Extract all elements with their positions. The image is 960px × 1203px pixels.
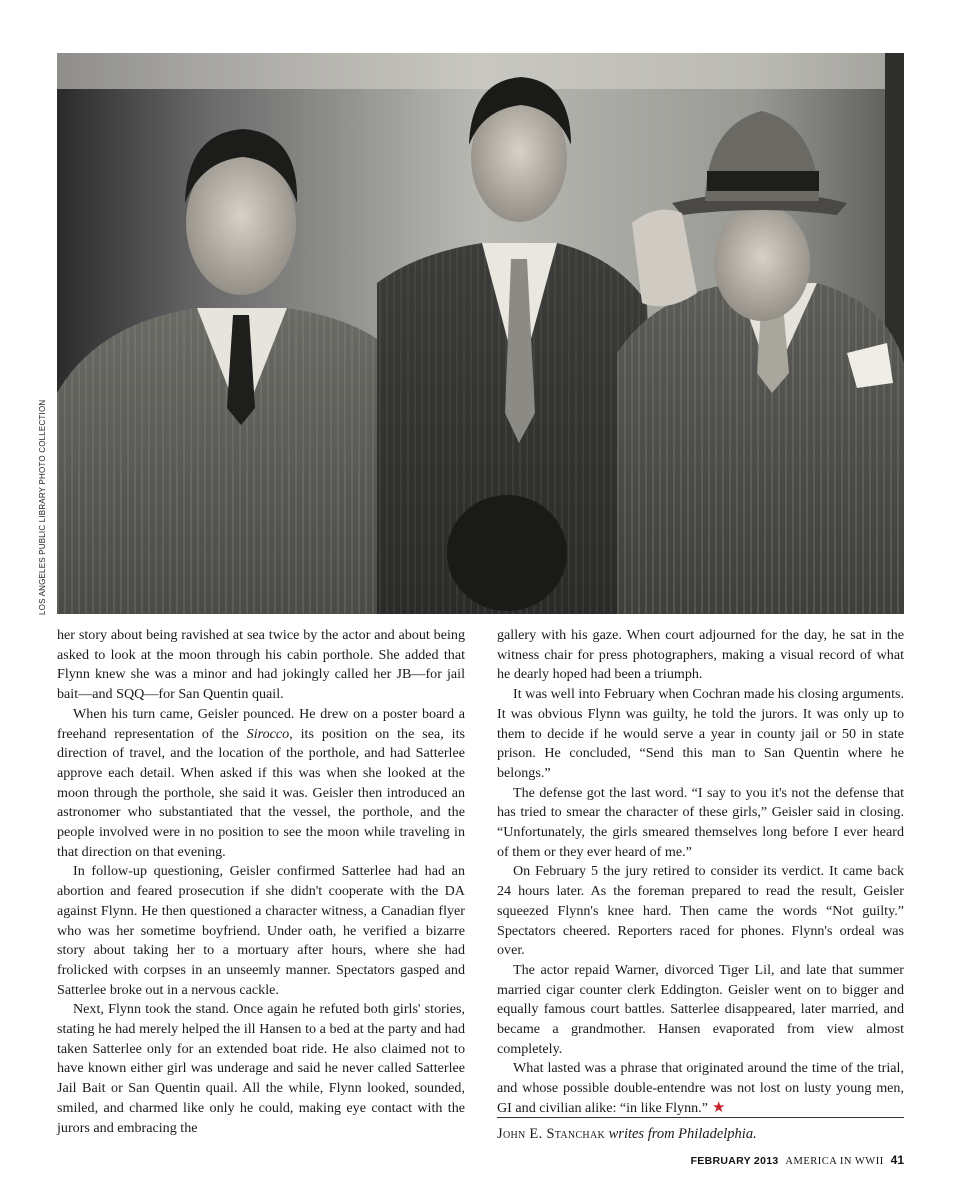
article-paragraph-final <box>497 1059 904 1118</box>
author-location: writes from Philadelphia. <box>608 1126 757 1142</box>
page-number: 41 <box>890 1153 904 1167</box>
article-paragraph: On February 5 the jury retired to consider its verdict. It came back 24 hours later. As the foreman prepared to read the result, Geisler squeezed Flynn's knee hard. Then came the words “Not guilty.” Spectators cheered. Reporters raced for phones. Flynn's ordeal was over. <box>497 863 904 959</box>
article-photo <box>57 53 904 614</box>
magazine-name: AMERICA IN WWII <box>785 1156 884 1167</box>
article-paragraph: gallery with his gaze. When court adjourned for the day, he sat in the witness chair for press photographers, making a visual record of what he dearly hoped had been a triumph. <box>497 627 904 683</box>
article-paragraph: In follow-up questioning, Geisler confirmed Satterlee had had an abortion and feared prosecution if she didn't cooperate with the DA against Flynn. He then questioned a character witness, a Canadian flyer who was her sometime boyfriend. Under oath, he verified a bizarre story about taking her to a mortuary after hours, where she had frolicked with corpses in an unseemly manner. Spectators gasped and Satterlee broke out in a nervous cackle. <box>57 863 465 998</box>
article-column-right <box>497 626 904 1119</box>
article-column-left <box>57 626 465 1138</box>
issue-date: FEBRUARY 2013 <box>690 1155 779 1167</box>
author-name: John E. Stanchak <box>497 1126 605 1142</box>
article-paragraph: The actor repaid Warner, divorced Tiger Lil, and late that summer married cigar counter clerk Eddington. Geisler went on to bigger and equally famous court battles. Satterlee disappeared, later married, and became a grandmother. Hansen evaporated from view almost completely. <box>497 961 904 1057</box>
article-paragraph: The defense got the last word. “I say to you it's not the defense that has tried to smear the character of these girls,” Geisler said in closing. “Unfortunately, the girls smeared themselves long before I ever heard of them or they ever heard of me.” <box>497 784 904 860</box>
author-byline <box>497 1124 904 1144</box>
article-paragraph: When his turn came, Geisler pounced. He drew on a poster board a freehand representation of the Sirocco, its position on the sea, its direction of travel, and the location of the porthole, and had Satterlee approve each detail. When asked if this was when she looked at the moon through the porthole, she said it was. Geisler then introduced an astronomer who substantiated that the vessel, the porthole, and the people involved were in no position to see the moon while traveling in that direction on that evening. <box>57 705 465 860</box>
photo-three-men-icon <box>57 53 904 614</box>
article-paragraph: her story about being ravished at sea twice by the actor and about being asked to look at the moon through his cabin porthole. She added that Flynn knew she was a minor and had jokingly called her JB—for jail bait—and SQQ—for San Quentin quail. <box>57 627 465 703</box>
byline-divider <box>497 1117 904 1118</box>
final-paragraph-text: What lasted was a phrase that originated around the time of the trial, and whose possible double-entendre was not lost on lusty young men, GI and civilian alike: “in like Flynn.” <box>497 1060 904 1116</box>
end-star-icon: ★ <box>711 1099 726 1116</box>
article-paragraph: It was well into February when Cochran made his closing arguments. It was obvious Flynn was guilty, he told the jurors. It was only up to them to decide if he would serve a year in county jail or 50 in state prison. He concluded, “Send this man to San Quentin where he belongs.” <box>497 686 904 781</box>
photo-credit: LOS ANGELES PUBLIC LIBRARY PHOTO COLLECTION <box>38 399 47 615</box>
article-paragraph: Next, Flynn took the stand. Once again he refuted both girls' stories, stating he had merely helped the ill Hansen to a bed at the party and had taken Satterlee only for an extended boat ride. He also claimed not to have known either girl was underage and said he never called Satterlee Jail Bait or San Quentin quail. All the while, Flynn looked, sounded, smiled, and charmed like only he could, making eye contact with the jurors and embracing the <box>57 1001 465 1136</box>
page-folio <box>691 1153 904 1167</box>
